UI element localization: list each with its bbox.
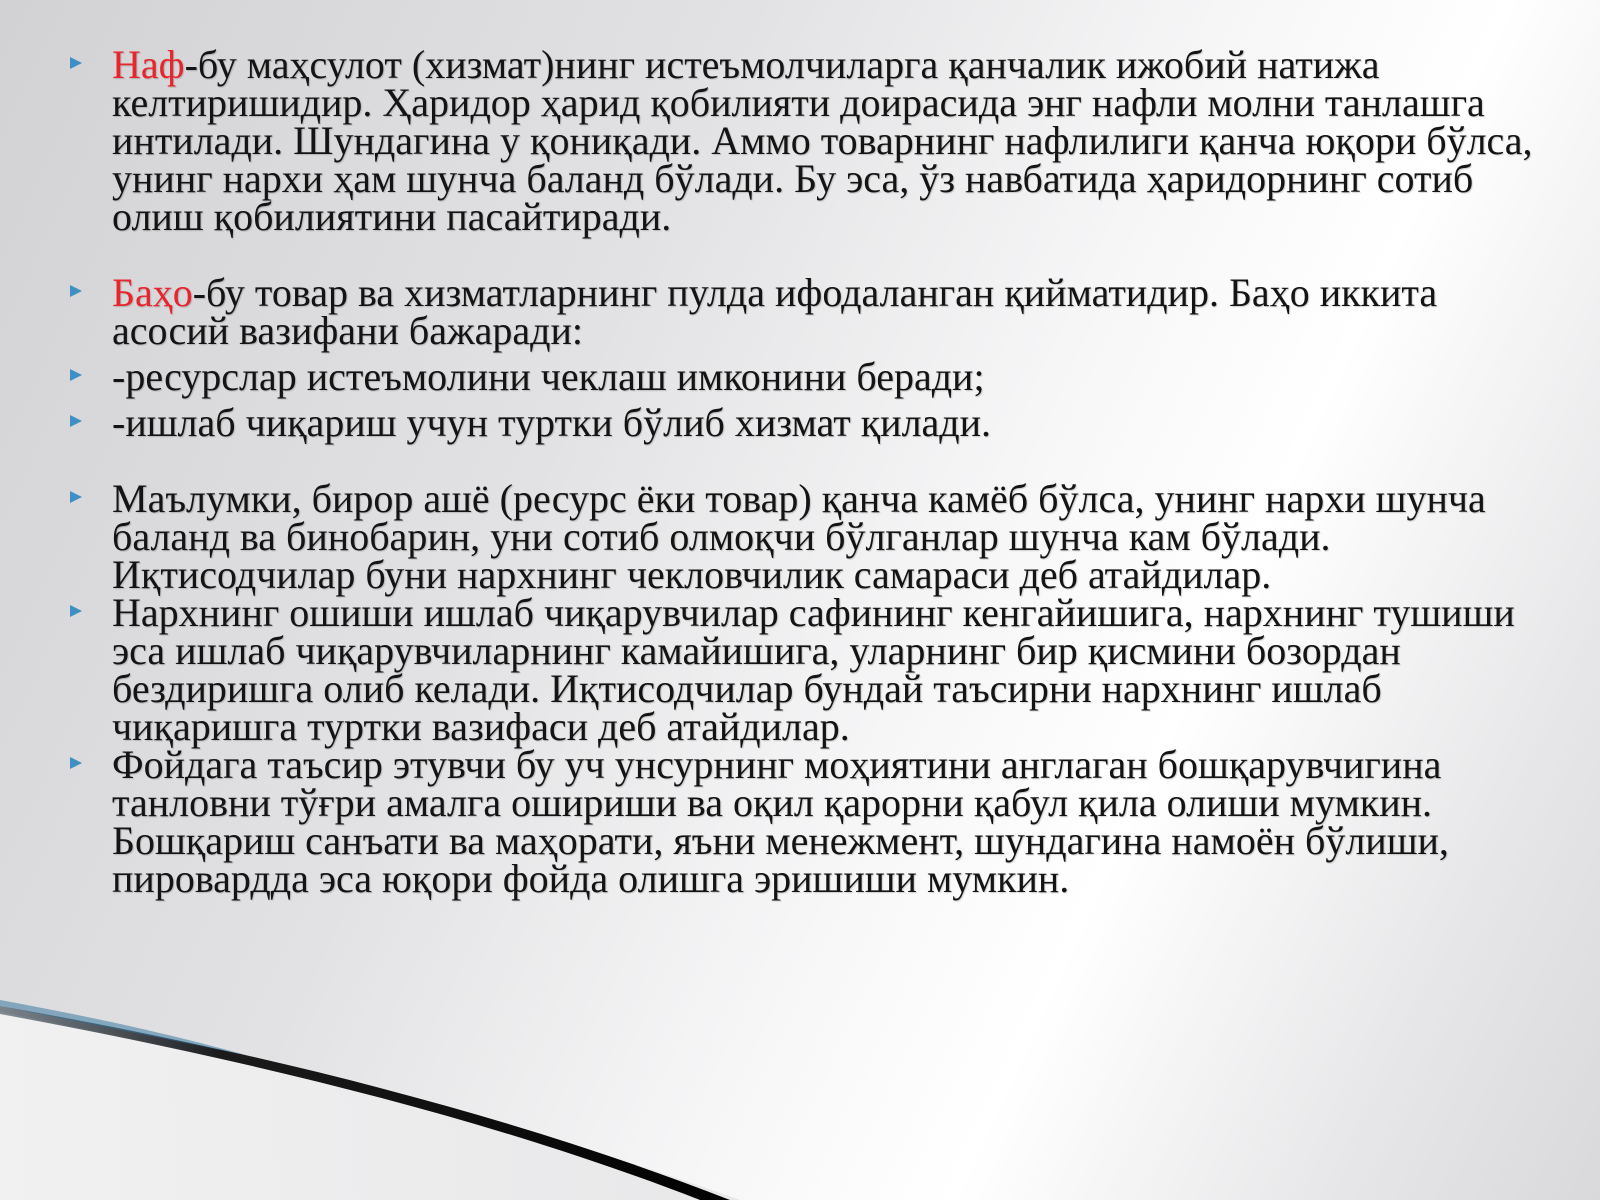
paragraph-production [64,400,1564,445]
term-naf: Наф [112,42,185,87]
paragraph-text: -бу маҳсулот (хизмат)нинг истеъмолчиларга қанчалик ижобий натижа келтиришидир. Ҳаридор ҳарид қобилияти доирасида энг нафли молни танлашга интилади. Шундагина у қониқади. Аммо товарнинг нафлилиги қанча юқори бўлса, унинг нархи ҳам шунча баланд бўлади. Бу эса, ўз навбатида ҳаридорнинг сотиб олиш қобилиятини пасайтиради. [112,42,1533,239]
text-body [64,42,1564,901]
term-baho: Баҳо [112,270,193,315]
bullet-arrow-icon [70,369,82,381]
paragraph-text: Маълумки, бирор ашё (ресурс ёки товар) қанча камёб бўлса, унинг нархи шунча баланд ва бинобарин, уни сотиб олмоқчи бўлганлар шунча кам бўлади. Иқтисодчилар буни нархнинг чекловчилик самараси деб атайдилар. [112,476,1486,597]
bullet-arrow-icon [70,605,82,617]
paragraph-text: -ишлаб чиқариш учун туртки бўлиб хизмат қилади. [112,400,992,445]
paragraph-scarcity [64,476,1564,597]
paragraph-profit [64,742,1564,901]
paragraph-text: Нархнинг ошиши ишлаб чиқарувчилар сафининг кенгайишига, нархнинг тушиши эса ишлаб чиқарувчиларнинг камайишига, уларнинг бир қисмини бозордан бездиришга олиб келади. Иқтисодчилар бундай таъсирни нархнинг ишлаб чиқаришга туртки вазифаси деб атайдилар. [112,590,1515,749]
paragraph-baho [64,270,1564,353]
bullet-arrow-icon [70,757,82,769]
paragraph-text: -ресурслар истеъмолини чеклаш имконини беради; [112,354,985,399]
paragraph-text: Фойдага таъсир этувчи бу уч унсурнинг моҳиятини англаган бошқарувчигина танловни тўғри амалга ошириши ва оқил қарорни қабул қила олиши мумкин. Бошқариш санъати ва маҳорати, яъни менежмент, шундагина намоён бўлиши, пировардда эса юқори фойда олишга эришиши мумкин. [112,742,1449,901]
paragraph-naf [64,42,1564,239]
paragraph-text: -бу товар ва хизматларнинг пулда ифодаланган қийматидир. Баҳо иккита асосий вазифани бажаради: [112,270,1438,353]
paragraph-price-rise [64,590,1564,749]
bullet-arrow-icon [70,415,82,427]
bullet-arrow-icon [70,285,82,297]
bullet-arrow-icon [70,57,82,69]
bullet-arrow-icon [70,491,82,503]
paragraph-resources [64,354,1564,399]
